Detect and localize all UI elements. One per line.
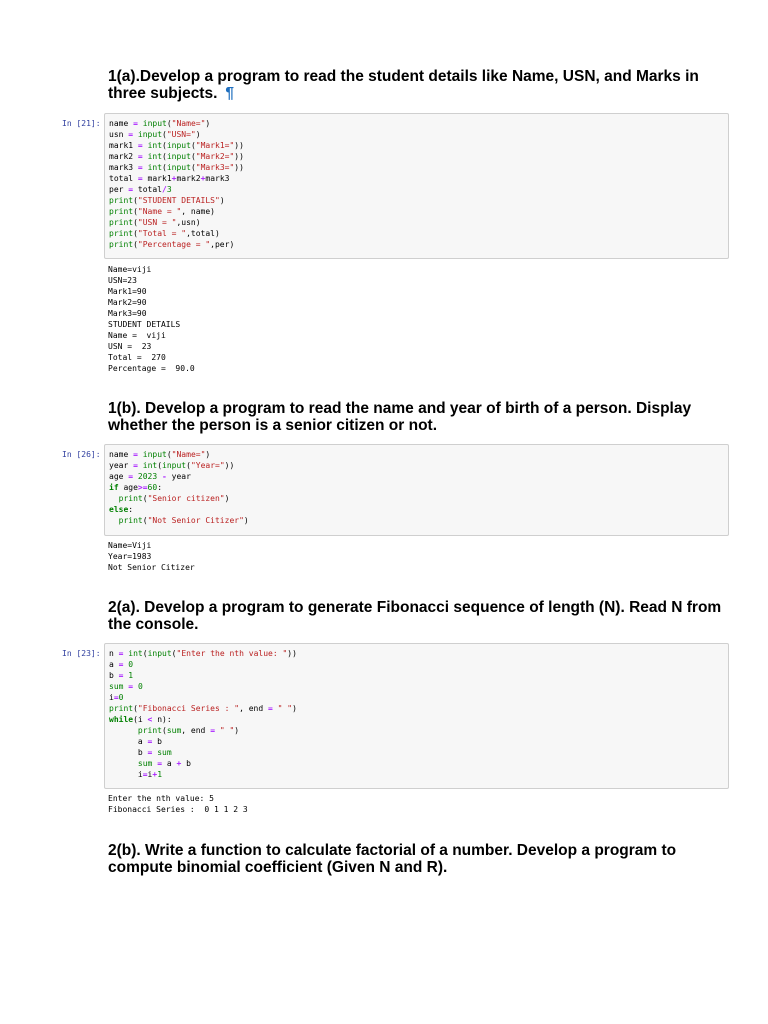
- code-token: year: [166, 472, 191, 481]
- code-token: b: [181, 759, 191, 768]
- code-line: [109, 173, 244, 184]
- code-token: input: [137, 130, 163, 139]
- code-token: " ": [277, 704, 293, 713]
- code-token: )): [234, 152, 244, 161]
- code-token: "Total = ": [137, 229, 187, 238]
- code-token: i: [109, 693, 114, 702]
- code-token: ): [292, 704, 297, 713]
- output-line: Fibonacci Series : 0 1 1 2 3: [108, 805, 248, 814]
- code-token: =: [137, 174, 143, 183]
- code-token: "STUDENT DETAILS": [137, 196, 220, 205]
- code-token: input: [166, 163, 191, 172]
- code-token: "Senior citizen": [147, 494, 225, 503]
- code-line: [109, 493, 249, 504]
- code-token: 60: [147, 483, 158, 492]
- code-token: ,usn): [176, 218, 201, 227]
- code-line: [109, 460, 249, 471]
- code-token: (: [133, 218, 138, 227]
- code-line: [109, 162, 244, 173]
- input-prompt: In [26]:: [62, 450, 101, 459]
- code-token: print: [109, 218, 134, 227]
- code-line: [109, 659, 297, 670]
- code-token: "Mark2=": [195, 152, 235, 161]
- code-token: i: [147, 770, 153, 779]
- code-token: (: [190, 163, 196, 172]
- code-token: (: [186, 461, 191, 470]
- code-line: [109, 206, 244, 217]
- code-line: [109, 692, 297, 703]
- output-line: USN=23: [108, 276, 137, 285]
- code-token: )): [234, 141, 244, 150]
- code-token: )): [234, 163, 244, 172]
- code-token: while: [109, 715, 134, 724]
- code-token: 1: [157, 770, 163, 779]
- code-token: int: [147, 163, 163, 172]
- code-token: sum: [157, 748, 172, 757]
- code-token: mark1: [142, 174, 172, 183]
- code-token: <: [147, 715, 153, 724]
- code-token: (: [142, 649, 148, 658]
- code-token: int: [147, 152, 163, 161]
- output-line: STUDENT DETAILS: [108, 320, 181, 329]
- code-line: [109, 195, 244, 206]
- code-token: mark1: [109, 141, 138, 150]
- code-token: "Percentage = ": [137, 240, 211, 249]
- code-token: (: [133, 229, 138, 238]
- code-token: (: [133, 704, 138, 713]
- code-token: =: [133, 119, 138, 128]
- section-heading-1b: 1(b). Develop a program to read the name and year of birth of a person. Display whether the person is a senior citizen or not.: [108, 400, 692, 434]
- code-token: 0: [128, 660, 134, 669]
- code-token: =: [113, 693, 119, 702]
- code-token: (: [166, 450, 172, 459]
- code-token: mark3: [205, 174, 230, 183]
- input-prompt: In [21]:: [62, 119, 101, 128]
- code-line: [109, 747, 297, 758]
- code-token: "Not Senior Citizer": [147, 516, 244, 525]
- code-line: [109, 140, 244, 151]
- code-token: 2023: [137, 472, 158, 481]
- code-token: total: [109, 174, 138, 183]
- code-line: [109, 482, 249, 493]
- code-token: (: [133, 207, 138, 216]
- code-token: /: [162, 185, 167, 194]
- output-line: Name=viji: [108, 265, 152, 274]
- code-token: b: [152, 737, 162, 746]
- code-token: i: [109, 770, 143, 779]
- code-token: (: [142, 494, 148, 503]
- input-prompt: In [23]:: [62, 649, 101, 658]
- code-token: [109, 516, 119, 525]
- code-token: "USN = ": [137, 218, 177, 227]
- output-line: Name = viji: [108, 331, 166, 340]
- code-token: "Name=": [171, 450, 206, 459]
- code-token: "Fibonacci Series : ": [137, 704, 240, 713]
- code-token: ): [205, 119, 211, 128]
- output-line: Enter the nth value: 5: [108, 794, 214, 803]
- code-token: =: [128, 130, 134, 139]
- code-line: [109, 228, 244, 239]
- code-token: (: [190, 152, 196, 161]
- code-token: +: [200, 174, 206, 183]
- code-token: input: [142, 119, 167, 128]
- code-token: ): [224, 494, 230, 503]
- code-cell[interactable]: [104, 113, 729, 259]
- code-token: "USN=": [166, 130, 196, 139]
- cell-output: [108, 264, 195, 374]
- code-token: (: [133, 240, 138, 249]
- cell-output: [108, 793, 248, 815]
- code-token: "Mark1=": [195, 141, 235, 150]
- code-token: 0: [137, 682, 143, 691]
- code-line: [109, 449, 249, 460]
- code-token: , end: [181, 726, 211, 735]
- code-token: total: [133, 185, 162, 194]
- code-token: input: [162, 461, 187, 470]
- code-token: sum: [109, 682, 124, 691]
- code-token: print: [118, 516, 143, 525]
- code-token: )): [224, 461, 235, 470]
- code-token: ,per): [210, 240, 235, 249]
- code-token: )): [287, 649, 297, 658]
- code-token: +: [176, 759, 182, 768]
- code-line: [109, 239, 244, 250]
- code-line: [109, 648, 297, 659]
- code-token: print: [109, 240, 134, 249]
- code-token: [109, 759, 138, 768]
- code-token: year: [109, 461, 134, 470]
- code-editor[interactable]: [109, 648, 297, 780]
- code-token: n: [109, 649, 119, 658]
- code-token: input: [166, 141, 191, 150]
- code-token: input: [166, 152, 191, 161]
- code-token: "Mark3=": [195, 163, 235, 172]
- code-line: [109, 736, 297, 747]
- code-token: input: [147, 649, 172, 658]
- code-token: (: [162, 726, 167, 735]
- cell-output: [108, 540, 195, 573]
- code-token: (: [142, 516, 148, 525]
- code-line: [109, 184, 244, 195]
- code-token: =: [128, 185, 134, 194]
- code-token: (: [162, 141, 167, 150]
- code-token: =: [210, 726, 216, 735]
- code-token: usn: [109, 130, 129, 139]
- code-token: =: [118, 660, 124, 669]
- code-token: =: [133, 461, 138, 470]
- code-token: ): [195, 130, 201, 139]
- code-token: sum: [137, 759, 153, 768]
- code-token: print: [109, 229, 134, 238]
- code-token: , end: [239, 704, 268, 713]
- output-line: Mark2=90: [108, 298, 147, 307]
- code-token: =: [137, 163, 143, 172]
- code-token: else: [109, 505, 129, 514]
- code-token: +: [171, 174, 177, 183]
- code-token: -: [162, 472, 167, 481]
- heading-text: 1(a).Develop a program to read the student details like Name, USN, and Marks in three subjects.: [108, 68, 699, 102]
- code-token: (: [166, 119, 172, 128]
- code-token: b: [109, 671, 119, 680]
- code-token: , name): [181, 207, 215, 216]
- code-token: print: [109, 704, 134, 713]
- code-line: [109, 670, 297, 681]
- code-token: "Enter the nth value: ": [176, 649, 288, 658]
- code-editor[interactable]: [109, 449, 249, 526]
- code-line: [109, 471, 249, 482]
- code-token: [109, 494, 119, 503]
- code-token: sum: [166, 726, 182, 735]
- code-token: (: [157, 461, 163, 470]
- output-line: Not Senior Citizer: [108, 563, 195, 572]
- output-line: USN = 23: [108, 342, 152, 351]
- code-token: ,total): [186, 229, 220, 238]
- code-token: =: [147, 748, 153, 757]
- code-token: +: [152, 770, 158, 779]
- code-token: a: [109, 737, 148, 746]
- code-token: ): [243, 516, 249, 525]
- code-token: print: [118, 494, 143, 503]
- code-token: (: [162, 130, 167, 139]
- code-token: name: [109, 119, 134, 128]
- code-line: [109, 504, 249, 515]
- code-token: if: [109, 483, 119, 492]
- code-token: 3: [166, 185, 172, 194]
- code-token: input: [142, 450, 167, 459]
- code-token: (: [162, 152, 167, 161]
- code-token: =: [147, 737, 153, 746]
- code-token: a: [109, 660, 119, 669]
- code-token: ): [234, 726, 240, 735]
- code-token: " ": [219, 726, 235, 735]
- code-token: (: [133, 196, 138, 205]
- code-line: [109, 118, 244, 129]
- code-token: int: [147, 141, 163, 150]
- code-token: mark2: [176, 174, 201, 183]
- code-line: [109, 681, 297, 692]
- code-token: =: [128, 682, 134, 691]
- code-token: >=: [137, 483, 148, 492]
- section-heading-2b: 2(b). Write a function to calculate factorial of a number. Develop a program to compute binomial coefficient (Given N and R).: [108, 842, 677, 876]
- code-token: =: [128, 472, 134, 481]
- code-token: (: [162, 163, 167, 172]
- code-token: 0: [118, 693, 124, 702]
- code-cell[interactable]: [104, 643, 729, 789]
- code-token: print: [137, 726, 162, 735]
- code-token: print: [109, 196, 134, 205]
- output-line: Name=Viji: [108, 541, 152, 550]
- code-token: 1: [128, 671, 134, 680]
- code-token: (: [171, 649, 177, 658]
- section-heading-1a: [108, 68, 728, 102]
- code-token: :: [157, 483, 163, 492]
- code-token: =: [137, 141, 143, 150]
- code-token: per: [109, 185, 129, 194]
- code-line: [109, 151, 244, 162]
- code-line: [109, 515, 249, 526]
- code-editor[interactable]: [109, 118, 244, 250]
- code-token: mark3: [109, 163, 138, 172]
- code-token: age: [109, 472, 129, 481]
- output-line: Year=1983: [108, 552, 152, 561]
- code-token: =: [142, 770, 148, 779]
- section-heading-2a: 2(a). Develop a program to generate Fibonacci sequence of length (N). Read N from the console.: [108, 599, 722, 633]
- code-token: :: [128, 505, 134, 514]
- code-token: "Name = ": [137, 207, 182, 216]
- output-line: Mark3=90: [108, 309, 147, 318]
- code-line: [109, 714, 297, 725]
- code-token: "Name=": [171, 119, 206, 128]
- code-token: ): [205, 450, 211, 459]
- code-token: name: [109, 450, 134, 459]
- code-token: =: [137, 152, 143, 161]
- anchor-link-icon[interactable]: ¶: [225, 85, 235, 102]
- output-line: Total = 270: [108, 353, 166, 362]
- code-token: =: [118, 649, 124, 658]
- code-token: "Year=": [190, 461, 225, 470]
- code-line: [109, 769, 297, 780]
- code-token: int: [128, 649, 143, 658]
- code-token: =: [118, 671, 124, 680]
- output-line: Mark1=90: [108, 287, 147, 296]
- code-token: print: [109, 207, 134, 216]
- code-line: [109, 758, 297, 769]
- output-line: Percentage = 90.0: [108, 364, 195, 373]
- code-token: int: [142, 461, 158, 470]
- code-token: age: [118, 483, 138, 492]
- code-token: =: [157, 759, 163, 768]
- code-token: a: [162, 759, 177, 768]
- code-line: [109, 217, 244, 228]
- code-line: [109, 129, 244, 140]
- code-token: (: [190, 141, 196, 150]
- code-token: b: [109, 748, 148, 757]
- code-token: [109, 726, 138, 735]
- code-token: n):: [152, 715, 172, 724]
- code-token: mark2: [109, 152, 138, 161]
- code-line: [109, 725, 297, 736]
- code-token: ): [219, 196, 225, 205]
- code-cell[interactable]: [104, 444, 729, 536]
- code-token: =: [267, 704, 273, 713]
- code-token: =: [133, 450, 138, 459]
- code-line: [109, 703, 297, 714]
- code-token: (i: [133, 715, 148, 724]
